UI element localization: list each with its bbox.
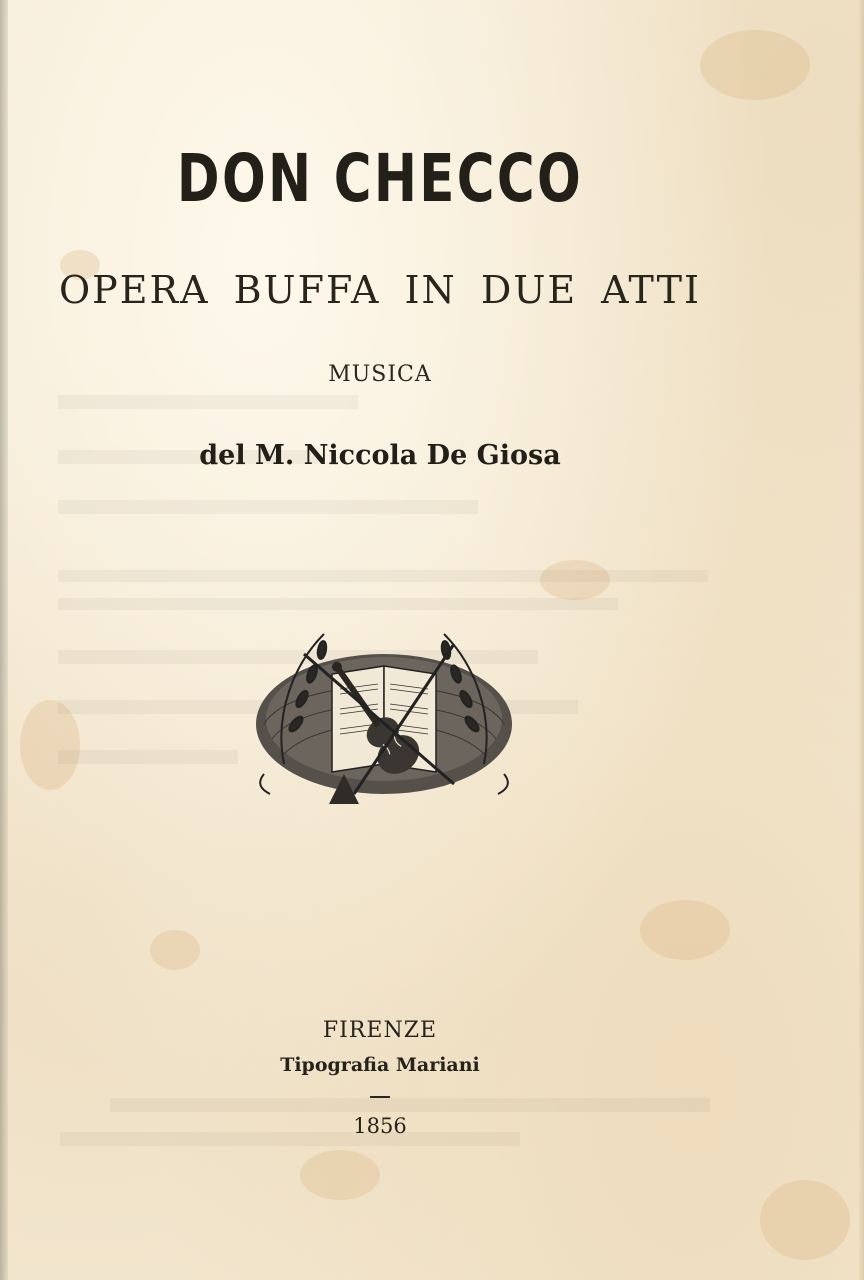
composer-credit: del M. Niccola De Giosa (199, 440, 561, 471)
bleed-through-line (58, 570, 708, 582)
foxing-spot (760, 1180, 850, 1260)
bleed-through-line (110, 1098, 710, 1112)
bleed-through-line (58, 750, 238, 764)
imprint-printer: Tipografia Mariani (280, 1054, 480, 1076)
page-subtitle: OPERA BUFFA IN DUE ATTI (59, 268, 701, 312)
foxing-spot (150, 930, 200, 970)
bleed-through-line (58, 395, 358, 409)
page-title: DON CHECCO (176, 140, 584, 217)
foxing-spot (700, 30, 810, 100)
bleed-through-line (58, 500, 478, 514)
imprint-separator (370, 1096, 390, 1098)
bleed-through-line (58, 598, 618, 610)
foxing-spot (640, 900, 730, 960)
imprint-year: 1856 (353, 1114, 407, 1138)
music-instruments-vignette (244, 614, 524, 814)
foxing-spot (300, 1150, 380, 1200)
music-label: MUSICA (328, 362, 432, 387)
imprint-city: FIRENZE (322, 1018, 438, 1043)
page-edge-shadow (0, 0, 8, 1280)
page-edge-stain (858, 0, 864, 1280)
